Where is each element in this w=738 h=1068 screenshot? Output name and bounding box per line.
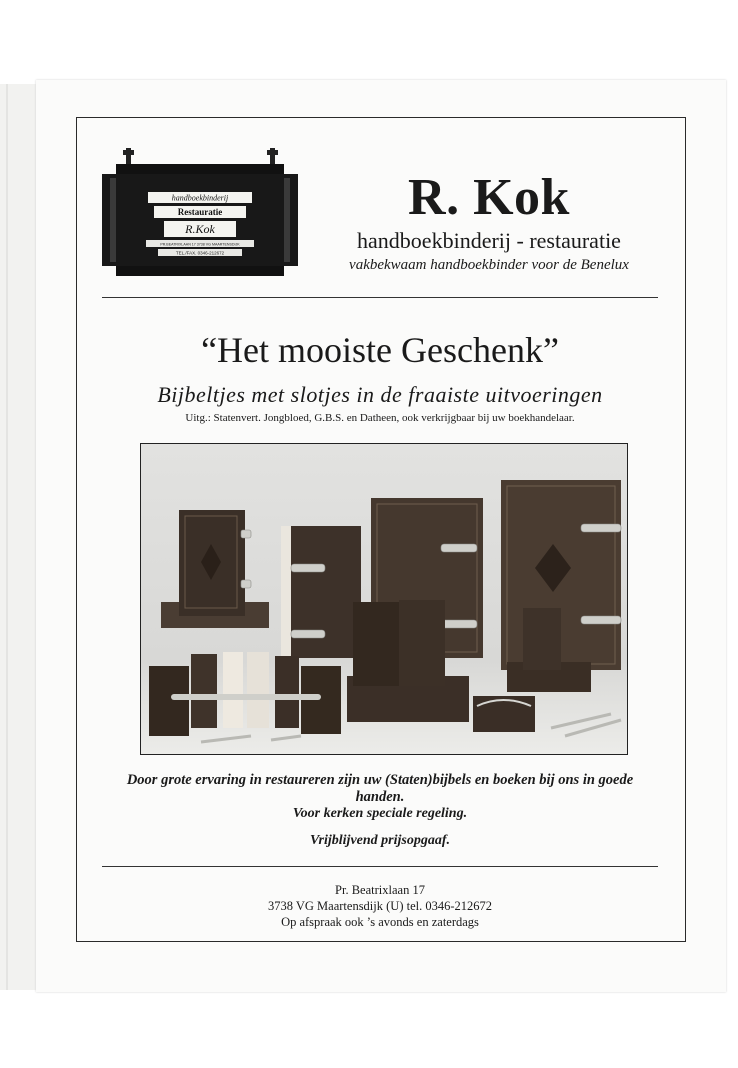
logo-line-4: PR.BEATRIXLAAN 17 3738 VG MAARTENSDIJK	[160, 242, 240, 247]
logo-line-2: Restauratie	[177, 207, 223, 217]
logo-line-3: R.Kok	[185, 222, 215, 236]
body-line-churches: Voor kerken speciale regeling.	[292, 806, 468, 821]
address-hours: Op afspraak ook ’s avonds en zaterdags	[281, 915, 479, 929]
address-street: Pr. Beatrixlaan 17	[335, 883, 425, 897]
headline: “Het mooiste Geschenk”	[201, 330, 559, 370]
address-city-phone: 3738 VG Maartensdijk (U) tel. 0346-212672	[267, 899, 493, 913]
body-line-quote: Vrijblijvend prijsopgaaf.	[309, 833, 450, 848]
bibles-photo	[140, 443, 628, 755]
subheadline: Bijbeltjes met slotjes in de fraaiste uitvoeringen	[157, 382, 603, 407]
logo-line-1: handboekbinderij	[171, 193, 229, 203]
company-tagline: vakbekwaam handboekbinder voor de Benelux	[349, 257, 629, 273]
company-name: R. Kok	[408, 169, 570, 226]
company-subtitle: handboekbinderij - restauratie	[357, 228, 621, 253]
publishers-note: Uitg.: Statenvert. Jongbloed, G.B.S. en Datheen, ook verkrijgbaar bij uw boekhandelaar.	[185, 412, 575, 424]
body-line-restoration: Door grote ervaring in restaureren zijn uw (Staten)bijbels en boeken bij ons in goede handen.	[126, 772, 634, 805]
logo-line-5: TEL./FAX. 0346-212672	[175, 250, 225, 256]
divider-bottom	[102, 866, 658, 867]
shop-sign-logo	[102, 148, 298, 278]
binding-spine	[0, 84, 37, 990]
divider-top	[102, 297, 658, 298]
